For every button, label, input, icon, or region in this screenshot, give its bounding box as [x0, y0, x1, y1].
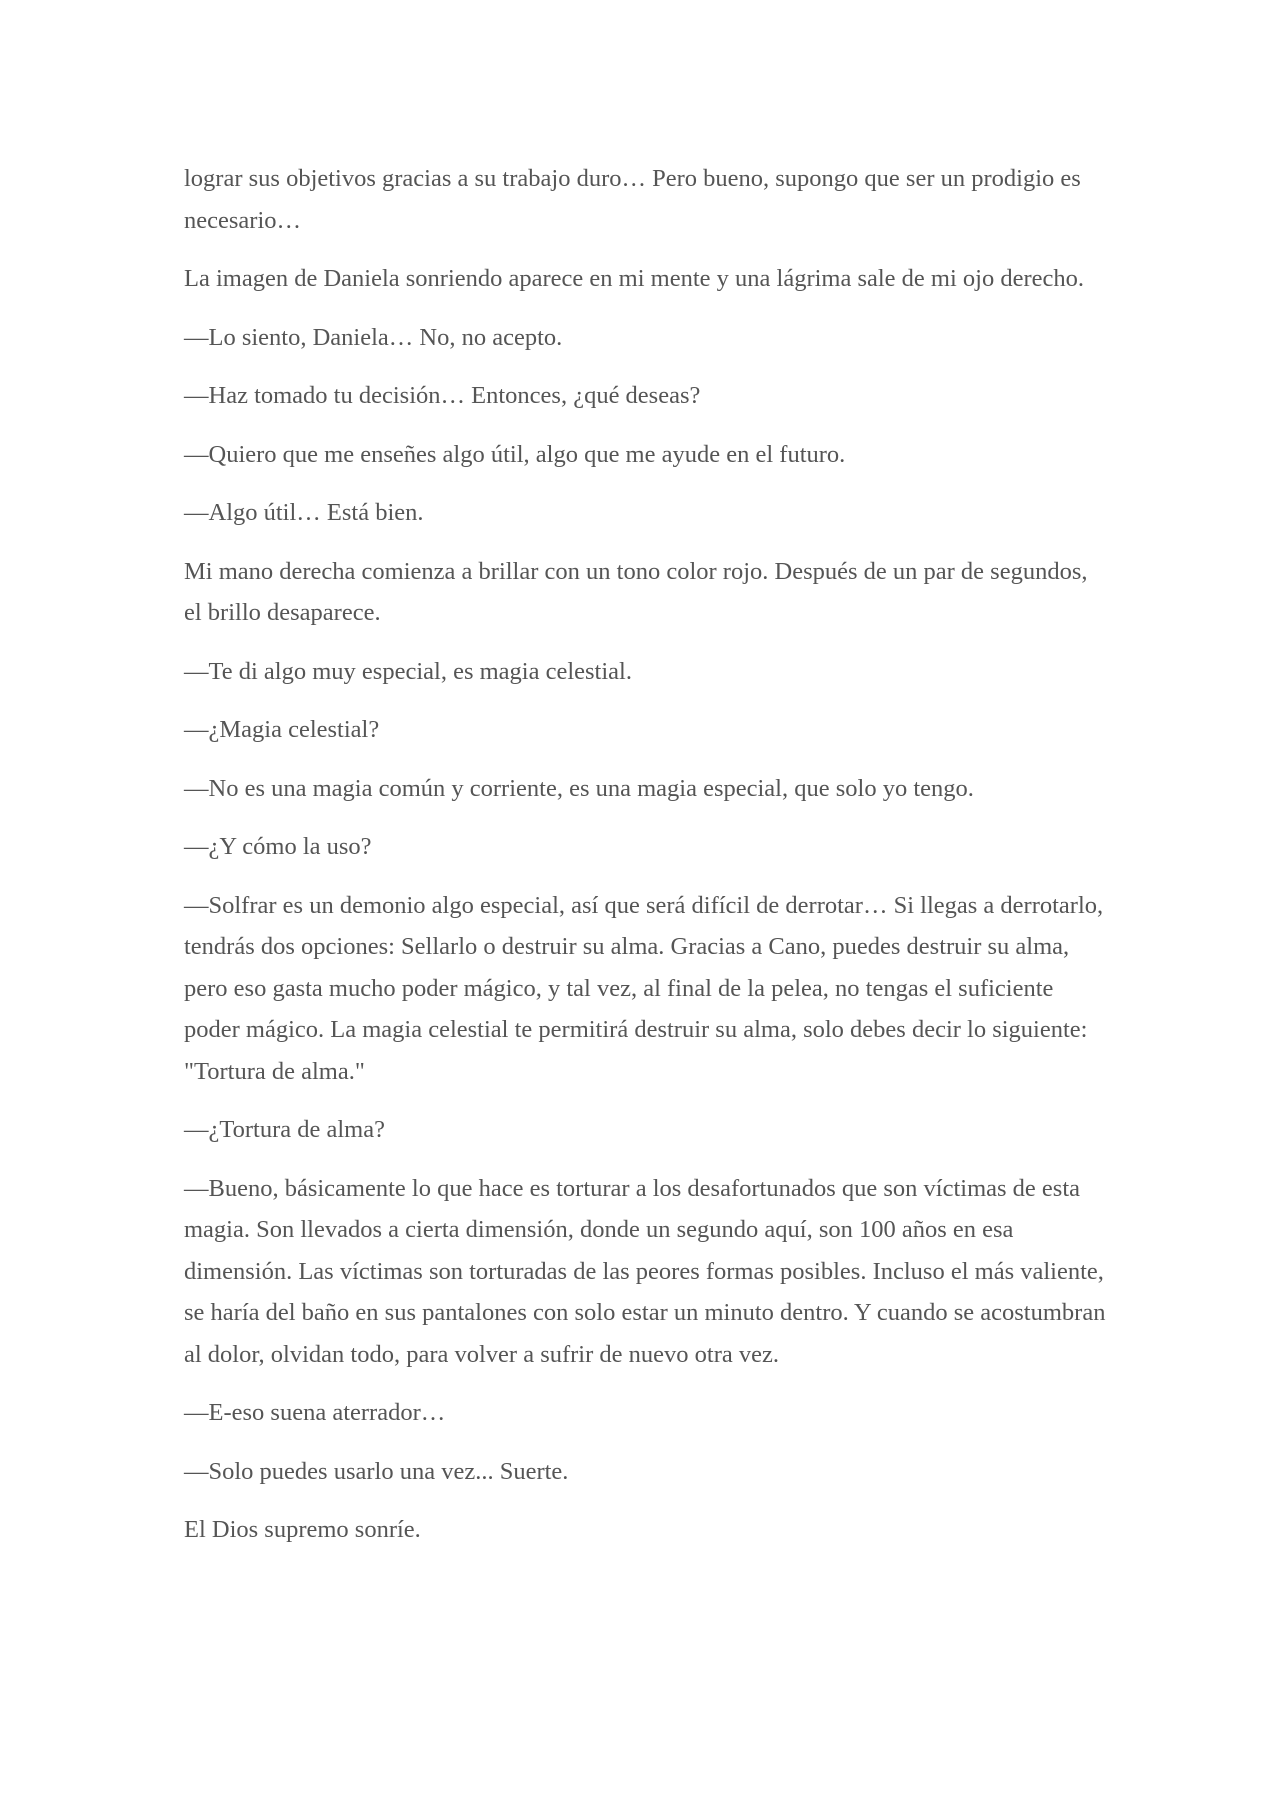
- paragraph-6: —Algo útil… Está bien.: [184, 499, 424, 526]
- paragraph-17: El Dios supremo sonríe.: [184, 1516, 421, 1543]
- paragraph-10: —No es una magia común y corriente, es una magia especial, que solo yo tengo.: [184, 774, 974, 802]
- document-body: [184, 158, 1108, 1568]
- paragraph-11: —¿Y cómo la uso?: [184, 833, 372, 860]
- paragraph-5: —Quiero que me enseñes algo útil, algo que me ayude en el futuro.: [184, 440, 846, 468]
- paragraph-15: —E-eso suena aterrador…: [184, 1399, 446, 1426]
- paragraph-3: —Lo siento, Daniela… No, no acepto.: [184, 323, 563, 351]
- paragraph-16: —Solo puedes usarlo una vez... Suerte.: [184, 1457, 569, 1485]
- paragraph-4: —Haz tomado tu decisión… Entonces, ¿qué deseas?: [184, 382, 701, 409]
- paragraph-13: —¿Tortura de alma?: [184, 1116, 385, 1143]
- paragraph-8: —Te di algo muy especial, es magia celestial.: [184, 657, 632, 685]
- paragraph-9: —¿Magia celestial?: [184, 716, 380, 743]
- paragraph-1: lograr sus objetivos gracias a su trabajo duro… Pero bueno, supongo que ser un prodigio es necesario…: [184, 165, 1081, 234]
- paragraph-7: Mi mano derecha comienza a brillar con un tono color rojo. Después de un par de segundos, el brillo desaparece.: [184, 557, 1088, 626]
- paragraph-12: —Solfrar es un demonio algo especial, así que será difícil de derrotar… Si llegas a derrotarlo, tendrás dos opciones: Sellarlo o destruir su alma. Gracias a Cano, puedes destruir su alma, pero eso gasta mucho poder mágico, y tal vez, al final de la pelea, no tengas el suficiente poder mágico. La magia celestial te permitirá destruir su alma, solo debes decir lo siguiente: "Tortura de alma.": [184, 891, 1104, 1085]
- paragraph-2: La imagen de Daniela sonriendo aparece en mi mente y una lágrima sale de mi ojo derecho.: [184, 265, 1085, 292]
- paragraph-14: —Bueno, básicamente lo que hace es torturar a los desafortunados que son víctimas de esta magia. Son llevados a cierta dimensión, donde un segundo aquí, son 100 años en esa dimensión. Las víctimas son torturadas de las peores formas posibles. Incluso el más valiente, se haría del baño en sus pantalones con solo estar un minuto dentro. Y cuando se acostumbran al dolor, olvidan todo, para volver a sufrir de nuevo otra vez.: [184, 1174, 1106, 1368]
